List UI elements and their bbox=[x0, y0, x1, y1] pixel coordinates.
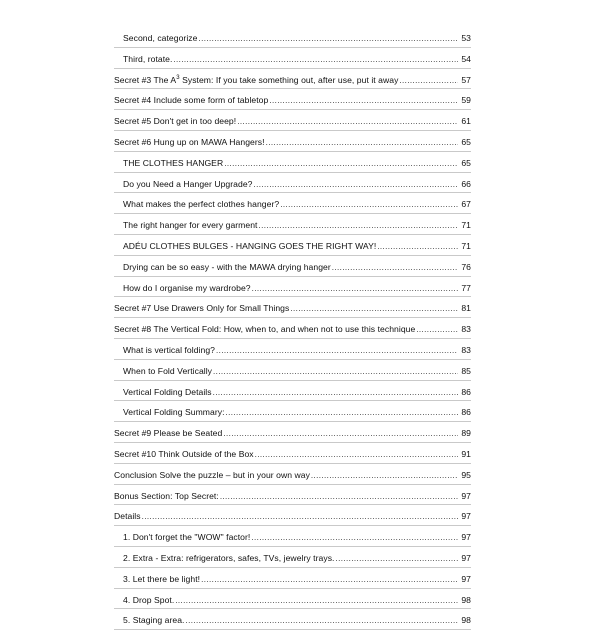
row-divider bbox=[114, 546, 471, 547]
toc-entry-title: ADÉU CLOTHES BULGES - HANGING GOES THE RIGHT WAY! bbox=[123, 240, 377, 251]
toc-entry-page: 61 bbox=[461, 116, 471, 127]
toc-entry-page: 59 bbox=[461, 95, 471, 106]
toc-entry-page: 57 bbox=[461, 74, 471, 85]
toc-entry-title: Third, rotate. bbox=[123, 53, 173, 64]
toc-entry[interactable] bbox=[114, 174, 471, 195]
toc-entry[interactable] bbox=[114, 402, 471, 423]
toc-entry[interactable] bbox=[114, 257, 471, 278]
toc-entry[interactable] bbox=[114, 70, 471, 91]
toc-entry-title: Secret #8 The Vertical Fold: How, when to, and when not to use this technique bbox=[114, 324, 416, 335]
toc-entry-title: Vertical Folding Details bbox=[123, 386, 212, 397]
row-divider bbox=[114, 192, 471, 193]
toc-entry[interactable] bbox=[114, 278, 471, 299]
toc-entry[interactable] bbox=[114, 153, 471, 174]
toc-entry-title: Secret #9 Please be Seated bbox=[114, 428, 223, 439]
superscript-3: 3 bbox=[176, 74, 180, 81]
toc-entry-page: 86 bbox=[461, 407, 471, 418]
toc-entry[interactable] bbox=[114, 49, 471, 70]
toc-entry-page: 65 bbox=[461, 136, 471, 147]
row-divider bbox=[114, 421, 471, 422]
toc-entry[interactable] bbox=[114, 90, 471, 111]
row-divider bbox=[114, 463, 471, 464]
toc-entry-title: Conclusion Solve the puzzle – but in your own way bbox=[114, 469, 310, 480]
toc-entry-title: 1. Don't forget the "WOW" factor! bbox=[123, 532, 251, 543]
toc-entry[interactable] bbox=[114, 486, 471, 507]
row-divider bbox=[114, 400, 471, 401]
toc-entry-title: Bonus Section: Top Secret: bbox=[114, 490, 219, 501]
toc-entry[interactable] bbox=[114, 423, 471, 444]
toc-entry-page: 85 bbox=[461, 365, 471, 376]
toc-entry[interactable] bbox=[114, 548, 471, 569]
toc-entry-title: Second, categorize bbox=[123, 33, 198, 43]
toc-entry[interactable] bbox=[114, 361, 471, 382]
row-divider bbox=[114, 47, 471, 48]
toc-entry-page: 97 bbox=[461, 532, 471, 543]
row-divider bbox=[114, 234, 471, 235]
toc-entry[interactable] bbox=[114, 236, 471, 257]
row-divider bbox=[114, 68, 471, 69]
row-divider bbox=[114, 172, 471, 173]
toc-entry-page: 67 bbox=[461, 199, 471, 210]
row-divider bbox=[114, 317, 471, 318]
toc-entry-title: 3. Let there be light! bbox=[123, 573, 201, 584]
toc-entry[interactable] bbox=[114, 132, 471, 153]
toc-entry[interactable] bbox=[114, 527, 471, 548]
toc-entry[interactable] bbox=[114, 194, 471, 215]
toc-entry-page: 91 bbox=[461, 448, 471, 459]
toc-entry-page: 76 bbox=[461, 261, 471, 272]
toc-entry-title: What makes the perfect clothes hanger? bbox=[123, 199, 280, 210]
toc-entry-page: 71 bbox=[461, 220, 471, 231]
toc-entry[interactable] bbox=[114, 298, 471, 319]
toc-entry[interactable] bbox=[114, 340, 471, 361]
toc-entry[interactable] bbox=[114, 444, 471, 465]
toc-entry-page: 97 bbox=[461, 573, 471, 584]
toc-entry[interactable] bbox=[114, 111, 471, 132]
row-divider bbox=[114, 88, 471, 89]
toc-entry-title: The right hanger for every garment bbox=[123, 220, 258, 231]
toc-entry-page: 81 bbox=[461, 303, 471, 314]
toc-entry-page: 98 bbox=[461, 615, 471, 626]
row-divider bbox=[114, 504, 471, 505]
row-divider bbox=[114, 629, 471, 630]
row-divider bbox=[114, 359, 471, 360]
row-divider bbox=[114, 588, 471, 589]
toc-entry[interactable] bbox=[114, 569, 471, 590]
toc-entry-page: 97 bbox=[461, 490, 471, 501]
toc-entry-title-part: System: If you take something out, after use, put it away bbox=[179, 74, 399, 85]
toc-entry-page: 89 bbox=[461, 428, 471, 439]
toc-entry-title: 2. Extra - Extra: refrigerators, safes, TVs, jewelry trays. bbox=[123, 552, 335, 563]
toc-entry-title: Secret #4 Include some form of tabletop bbox=[114, 95, 269, 106]
toc-entry-title bbox=[114, 70, 398, 91]
row-divider bbox=[114, 151, 471, 152]
toc-entry-title: Secret #5 Don't get in too deep! bbox=[114, 116, 237, 127]
toc-entry[interactable] bbox=[114, 610, 471, 631]
toc-entry[interactable] bbox=[114, 319, 471, 340]
toc-entry-page: 83 bbox=[461, 324, 471, 335]
toc-entry[interactable] bbox=[114, 465, 471, 486]
row-divider bbox=[114, 296, 471, 297]
row-divider bbox=[114, 130, 471, 131]
row-divider bbox=[114, 109, 471, 110]
row-divider bbox=[114, 255, 471, 256]
toc-entry-title: 4. Drop Spot. bbox=[123, 594, 175, 605]
toc-entry-page: 53 bbox=[461, 33, 471, 43]
toc-entry-page: 86 bbox=[461, 386, 471, 397]
toc-entry-page: 65 bbox=[461, 157, 471, 168]
toc-entry-title: THE CLOTHES HANGER bbox=[123, 157, 224, 168]
toc-entry-title: When to Fold Vertically bbox=[123, 365, 213, 376]
toc-entry-page: 54 bbox=[461, 53, 471, 64]
row-divider bbox=[114, 608, 471, 609]
toc-entry-title: Details bbox=[114, 511, 141, 522]
row-divider bbox=[114, 380, 471, 381]
toc-entry[interactable] bbox=[114, 382, 471, 403]
toc-entry-page: 66 bbox=[461, 178, 471, 189]
row-divider bbox=[114, 276, 471, 277]
toc-entry-title: What is vertical folding? bbox=[123, 344, 216, 355]
toc-entry-title: 5. Staging area. bbox=[123, 615, 185, 626]
toc-entry-title: Secret #10 Think Outside of the Box bbox=[114, 448, 254, 459]
toc-entry-page: 77 bbox=[461, 282, 471, 293]
toc-entry-title: Secret #6 Hung up on MAWA Hangers! bbox=[114, 136, 265, 147]
toc-entry-page: 97 bbox=[461, 511, 471, 522]
toc-entry-page: 83 bbox=[461, 344, 471, 355]
toc-entry[interactable] bbox=[114, 215, 471, 236]
toc-entry-title: Do you Need a Hanger Upgrade? bbox=[123, 178, 253, 189]
toc-entry[interactable] bbox=[114, 506, 471, 527]
table-of-contents bbox=[114, 28, 471, 631]
toc-entry-title-part: Secret #3 The A bbox=[114, 74, 177, 85]
row-divider bbox=[114, 338, 471, 339]
toc-entry-page: 98 bbox=[461, 594, 471, 605]
row-divider bbox=[114, 525, 471, 526]
toc-entry-title: Secret #7 Use Drawers Only for Small Things bbox=[114, 303, 290, 314]
toc-entry-title: Drying can be so easy - with the MAWA drying hanger bbox=[123, 261, 331, 272]
row-divider bbox=[114, 567, 471, 568]
toc-entry[interactable] bbox=[114, 28, 471, 49]
row-divider bbox=[114, 213, 471, 214]
row-divider bbox=[114, 484, 471, 485]
toc-entry-title: How do I organise my wardrobe? bbox=[123, 282, 251, 293]
toc-entry-title: Vertical Folding Summary: bbox=[123, 407, 225, 418]
row-divider bbox=[114, 442, 471, 443]
toc-entry-page: 97 bbox=[461, 552, 471, 563]
toc-entry-page: 95 bbox=[461, 469, 471, 480]
toc-entry-page: 71 bbox=[461, 240, 471, 251]
